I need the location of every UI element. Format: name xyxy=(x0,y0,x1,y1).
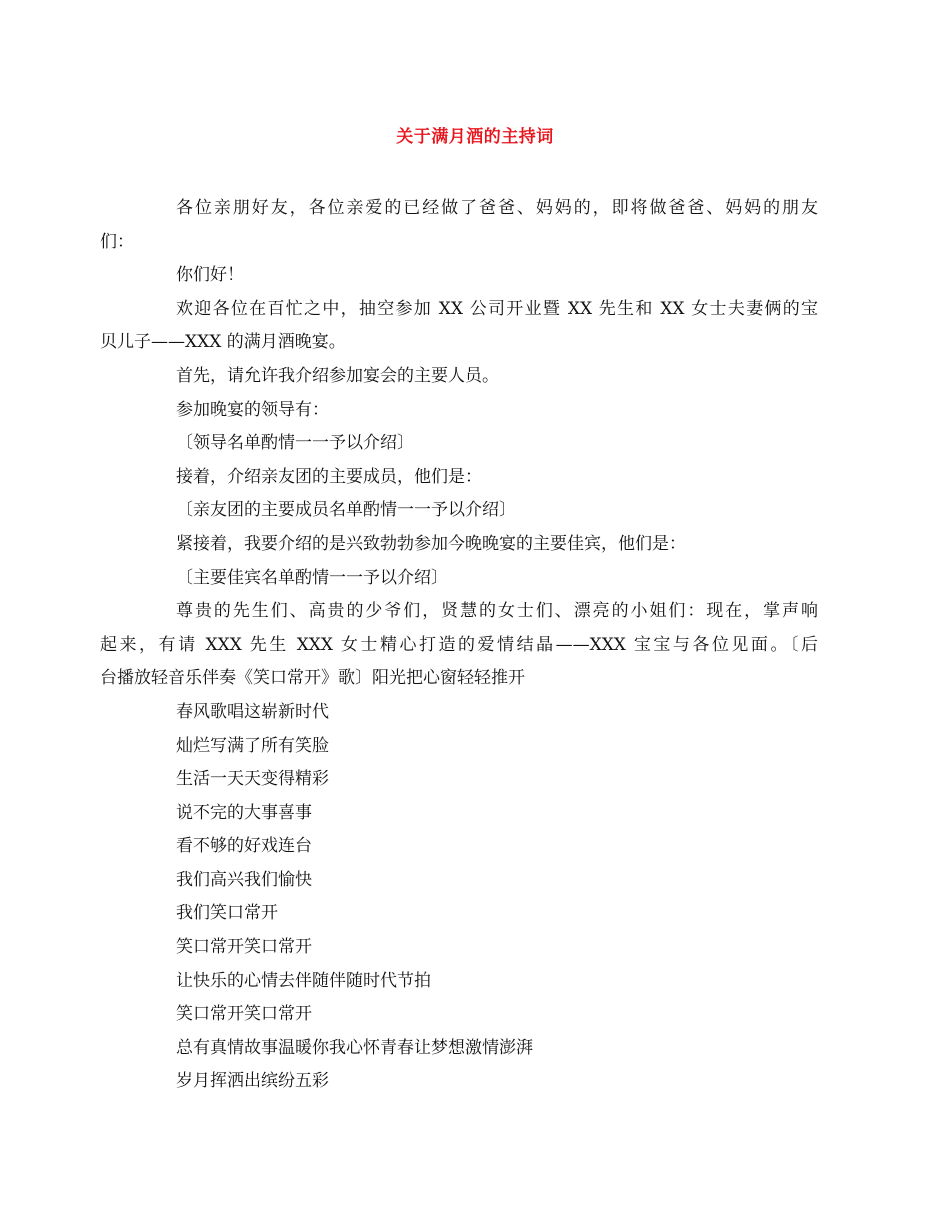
document-title: 关于满月酒的主持词 xyxy=(396,127,554,147)
paragraph-line: 尊贵的先生们、高贵的少爷们，贤慧的女士们、漂亮的小姐们：现在，掌声响 xyxy=(176,601,818,622)
lyric-line: 笑口常开笑口常开 xyxy=(176,1004,312,1025)
lyric-line: 笑口常开笑口常开 xyxy=(176,937,312,958)
lyric-line: 岁月挥洒出缤纷五彩 xyxy=(176,1071,329,1092)
paragraph-welcome xyxy=(100,293,818,360)
lyric-line: 生活一天天变得精彩 xyxy=(176,769,329,790)
paragraph-relatives: 接着，介绍亲友团的主要成员，他们是： xyxy=(176,466,482,487)
paragraph-hello: 你们好！ xyxy=(176,265,244,286)
paragraph-introduce: 首先，请允许我介绍参加宴会的主要人员。 xyxy=(176,365,499,386)
paragraph-line: 起来，有请 XXX 先生 XXX 女士精心打造的爱情结晶——XXX 宝宝与各位见面。〔后 xyxy=(100,634,818,655)
lyric-line: 总有真情故事温暖你我心怀青春让梦想激情澎湃 xyxy=(176,1037,533,1058)
paragraph-leaders: 参加晚宴的领导有： xyxy=(176,399,329,420)
lyric-line: 春风歌唱这崭新时代 xyxy=(176,701,329,722)
lyric-line: 让快乐的心情去伴随伴随时代节拍 xyxy=(176,970,431,991)
paragraph-guests: 紧接着，我要介绍的是兴致勃勃参加今晚晚宴的主要佳宾，他们是： xyxy=(176,533,686,554)
paragraph-leaders-note: 〔领导名单酌情一一予以介绍〕 xyxy=(176,433,414,454)
paragraph-greeting-friends xyxy=(100,192,818,259)
paragraph-applause xyxy=(100,595,818,696)
paragraph-line: 贝儿子——XXX 的满月酒晚宴。 xyxy=(100,332,346,353)
paragraph-line: 欢迎各位在百忙之中，抽空参加 XX 公司开业暨 XX 先生和 XX 女士夫妻俩的宝 xyxy=(176,298,818,319)
lyric-line: 我们高兴我们愉快 xyxy=(176,869,312,890)
paragraph-line: 台播放轻音乐伴奏《笑口常开》歌〕阳光把心窗轻轻推开 xyxy=(100,668,525,689)
lyric-line: 看不够的好戏连台 xyxy=(176,836,312,857)
paragraph-line: 各位亲朋好友，各位亲爱的已经做了爸爸、妈妈的，即将做爸爸、妈妈的朋友 xyxy=(176,198,818,218)
document-body xyxy=(100,192,818,1099)
lyric-line: 我们笑口常开 xyxy=(176,903,278,924)
paragraph-guests-note: 〔主要佳宾名单酌情一一予以介绍〕 xyxy=(176,567,448,588)
lyric-line: 灿烂写满了所有笑脸 xyxy=(176,735,329,756)
paragraph-relatives-note: 〔亲友团的主要成员名单酌情一一予以介绍〕 xyxy=(176,500,516,521)
paragraph-line: 们： xyxy=(100,231,134,252)
lyric-line: 说不完的大事喜事 xyxy=(176,802,312,823)
